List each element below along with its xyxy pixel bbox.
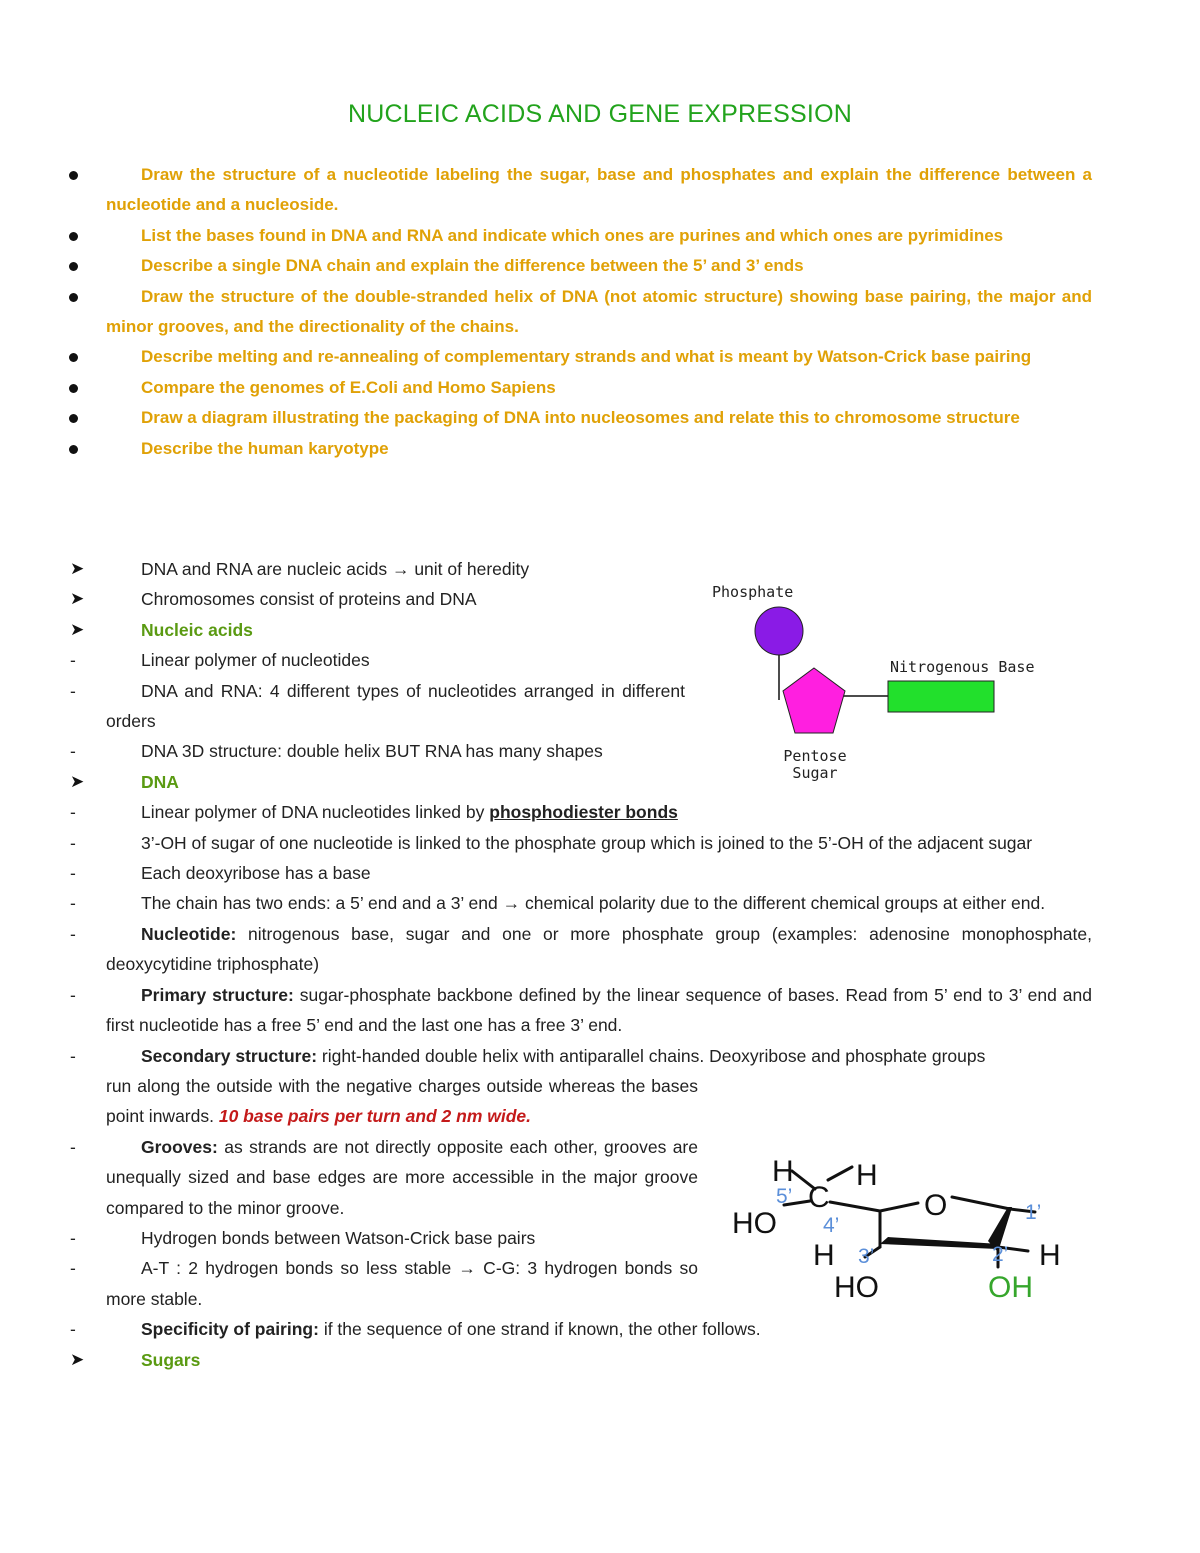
- dash-bullet-icon: -: [70, 1319, 76, 1340]
- note-item: - Linear polymer of nucleotides: [0, 645, 1200, 675]
- pentose-label: Pentose: [783, 747, 847, 765]
- objective-item: Draw the structure of a nucleotide labeling the sugar, base and phosphates and explain the difference between a nucleotide and a nucleoside.: [0, 160, 1200, 221]
- dash-bullet-icon: -: [70, 1227, 76, 1248]
- phosphate-label: Phosphate: [712, 583, 794, 601]
- bullet-icon: [69, 293, 78, 302]
- note-item: - The chain has two ends: a 5’ end and a 3’ end → chemical polarity due to the different chemical groups at either end.: [0, 888, 1200, 918]
- phosphate-circle: [755, 607, 803, 655]
- group-oh-2: OH: [988, 1271, 1033, 1304]
- dash-bullet-icon: -: [70, 1136, 76, 1157]
- dash-bullet-icon: -: [70, 741, 76, 762]
- group-ho-5: HO: [732, 1207, 777, 1240]
- note-item: - Primary structure: sugar-phosphate backbone defined by the linear sequence of bases. Read from 5’ end to 3’ end and first nucleotide has a free 5’ end and the last one has a free 3’ end.: [0, 980, 1200, 1041]
- position-1-label: 1’: [1025, 1201, 1042, 1224]
- bullet-icon: [69, 384, 78, 393]
- atom-h-1: H: [1039, 1239, 1061, 1272]
- atom-c5: C: [808, 1181, 830, 1214]
- page-title: NUCLEIC ACIDS AND GENE EXPRESSION: [348, 100, 852, 128]
- sugar-label: Sugar: [792, 764, 838, 782]
- note-item: - A-T : 2 hydrogen bonds so less stable → C-G: 3 hydrogen bonds so more stable.: [0, 1253, 1200, 1314]
- note-item: - Linear polymer of DNA nucleotides linked by phosphodiester bonds: [0, 797, 1200, 827]
- note-item: - DNA 3D structure: double helix BUT RNA has many shapes: [0, 736, 1200, 766]
- dash-bullet-icon: -: [70, 923, 76, 944]
- objective-item: Draw a diagram illustrating the packaging of DNA into nucleosomes and relate this to chromosome structure: [0, 403, 1200, 433]
- position-5-label: 5’: [776, 1185, 793, 1208]
- atom-h-top-left: H: [772, 1155, 794, 1188]
- atom-h-top-right: H: [856, 1159, 878, 1192]
- position-4-label: 4’: [823, 1214, 840, 1237]
- dash-bullet-icon: -: [70, 680, 76, 701]
- nucleotide-diagram: [700, 575, 1080, 790]
- note-item: - Each deoxyribose has a base: [0, 858, 1200, 888]
- deoxyribose-structure-diagram: [720, 1145, 1080, 1310]
- dash-bullet-icon: -: [70, 1045, 76, 1066]
- note-item: - DNA and RNA: 4 different types of nucleotides arranged in different orders: [0, 676, 1200, 737]
- note-item: - 3’-OH of sugar of one nucleotide is linked to the phosphate group which is joined to the 5’-OH of the adjacent sugar: [0, 828, 1200, 858]
- bullet-icon: [69, 232, 78, 241]
- bullet-icon: [69, 262, 78, 271]
- note-item-continued: run along the outside with the negative charges outside whereas the bases point inwards. 10 base pairs per turn and 2 nm wide.: [106, 1075, 698, 1127]
- objective-item: Describe melting and re-annealing of complementary strands and what is meant by Watson-Crick base pairing: [0, 342, 1200, 372]
- objective-item: Describe a single DNA chain and explain the difference between the 5’ and 3’ ends: [0, 251, 1200, 281]
- ring-bond-wedge-left: [880, 1237, 1000, 1249]
- arrowhead-bullet-icon: ➤: [70, 619, 85, 639]
- section-heading-dna: ➤ DNA: [0, 767, 1200, 797]
- position-2-label: 2’: [992, 1243, 1009, 1266]
- dash-bullet-icon: -: [70, 1258, 76, 1279]
- dash-bullet-icon: -: [70, 832, 76, 853]
- nitrogenous-base-label: Nitrogenous Base: [890, 658, 1035, 676]
- objective-item: Describe the human karyotype: [0, 434, 1200, 464]
- position-3-label: 3’: [858, 1245, 875, 1268]
- objective-item: Compare the genomes of E.Coli and Homo Sapiens: [0, 373, 1200, 403]
- note-item: - Secondary structure: right-handed double helix with antiparallel chains. Deoxyribose and phosphate groups: [0, 1041, 1200, 1071]
- pentose-sugar-pentagon: [783, 668, 845, 733]
- atom-h-4: H: [813, 1239, 835, 1272]
- arrowhead-bullet-icon: ➤: [70, 771, 85, 791]
- bullet-icon: [69, 445, 78, 454]
- section-heading-sugars: ➤ Sugars: [0, 1345, 1200, 1375]
- bullet-icon: [69, 353, 78, 362]
- section-heading-nucleic-acids: ➤ Nucleic acids: [0, 615, 1200, 645]
- nitrogenous-base-rect: [888, 681, 994, 712]
- dash-bullet-icon: -: [70, 650, 76, 671]
- note-item: - Specificity of pairing: if the sequence of one strand if known, the other follows.: [0, 1314, 1200, 1344]
- note-item: ➤ DNA and RNA are nucleic acids → unit of heredity: [0, 554, 1200, 584]
- note-item: - Nucleotide: nitrogenous base, sugar and one or more phosphate group (examples: adenosine monophosphate, deoxycytidine triphosphate): [0, 919, 1200, 980]
- note-item: - Hydrogen bonds between Watson-Crick base pairs: [0, 1223, 1200, 1253]
- objective-item: List the bases found in DNA and RNA and indicate which ones are purines and which ones are pyrimidines: [0, 221, 1200, 251]
- atom-o-ring: O: [924, 1189, 948, 1222]
- note-item: ➤ Chromosomes consist of proteins and DNA: [0, 584, 1200, 614]
- dash-bullet-icon: -: [70, 863, 76, 884]
- group-ho-3: HO: [834, 1271, 879, 1304]
- arrowhead-bullet-icon: ➤: [70, 559, 85, 578]
- arrowhead-bullet-icon: ➤: [70, 1349, 85, 1369]
- learning-objectives-list: [0, 160, 1200, 464]
- note-item: - Grooves: as strands are not directly opposite each other, grooves are unequally sized and base edges are more accessible in the major groove compared to the minor groove.: [0, 1132, 1200, 1223]
- dash-bullet-icon: -: [70, 984, 76, 1005]
- bullet-icon: [69, 171, 78, 180]
- arrowhead-bullet-icon: ➤: [70, 589, 85, 609]
- dash-bullet-icon: -: [70, 802, 76, 823]
- dash-bullet-icon: -: [70, 893, 76, 914]
- objective-item: Draw the structure of the double-stranded helix of DNA (not atomic structure) showing base pairing, the major and minor grooves, and the directionality of the chains.: [0, 282, 1200, 343]
- bullet-icon: [69, 414, 78, 423]
